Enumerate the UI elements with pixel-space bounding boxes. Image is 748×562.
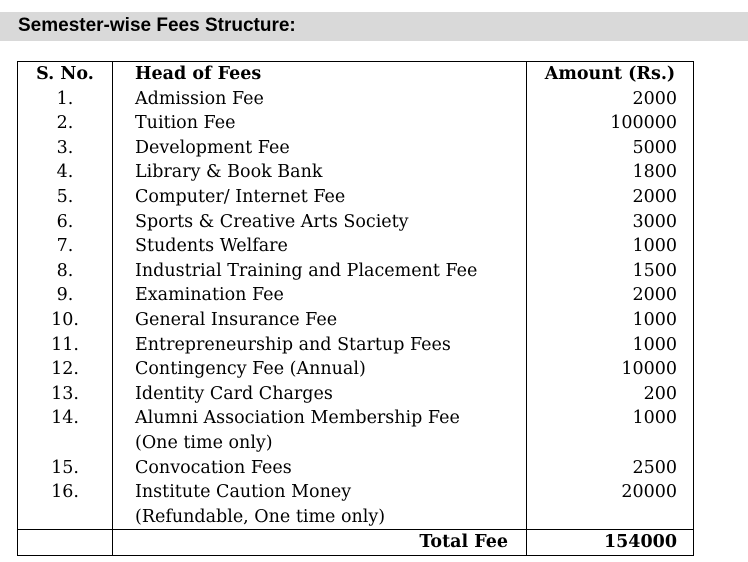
serial-number: 12.	[18, 357, 113, 382]
fee-amount: 1000	[527, 234, 694, 259]
table-row	[18, 111, 694, 136]
fee-head-line: Sports & Creative Arts Society	[135, 211, 409, 232]
serial-number: 7.	[18, 234, 113, 259]
column-header-head: Head of Fees	[113, 62, 527, 87]
fee-head-line: Library & Book Bank	[135, 162, 323, 183]
fee-head	[113, 283, 527, 308]
table-row	[18, 333, 694, 358]
total-value: 154000	[527, 530, 694, 556]
total-empty-cell	[18, 530, 113, 556]
fee-head-line: Industrial Training and Placement Fee	[135, 260, 478, 281]
fee-head	[113, 259, 527, 284]
fee-head-line: (Refundable, One time only)	[135, 506, 386, 527]
table-row	[18, 283, 694, 308]
section-heading: Semester-wise Fees Structure:	[18, 15, 296, 36]
fee-head	[113, 111, 527, 136]
fee-head	[113, 87, 527, 112]
serial-number: 2.	[18, 111, 113, 136]
fee-head	[113, 382, 527, 407]
fee-head	[113, 234, 527, 259]
fee-amount: 10000	[527, 357, 694, 382]
serial-number: 3.	[18, 136, 113, 161]
fee-amount: 1000	[527, 406, 694, 455]
fee-head-line: Institute Caution Money	[135, 482, 352, 503]
table-row	[18, 185, 694, 210]
fee-head	[113, 406, 527, 455]
fee-head-line: Tuition Fee	[135, 113, 236, 134]
serial-number: 14.	[18, 406, 113, 455]
table-row	[18, 382, 694, 407]
header-row	[18, 62, 694, 87]
fee-rows	[18, 87, 694, 530]
table-row	[18, 234, 694, 259]
fee-head	[113, 136, 527, 161]
fee-head-line: Convocation Fees	[135, 457, 292, 478]
serial-number: 4.	[18, 160, 113, 185]
total-label: Total Fee	[113, 530, 527, 556]
fee-amount: 200	[527, 382, 694, 407]
table-row	[18, 210, 694, 235]
column-header-amount: Amount (Rs.)	[527, 62, 694, 87]
fee-amount: 20000	[527, 480, 694, 530]
serial-number: 8.	[18, 259, 113, 284]
table-row	[18, 160, 694, 185]
fee-amount: 1000	[527, 333, 694, 358]
serial-number: 15.	[18, 456, 113, 481]
fee-amount: 100000	[527, 111, 694, 136]
table-row	[18, 136, 694, 161]
table-row	[18, 87, 694, 112]
fees-table	[17, 61, 694, 556]
fee-head-line: Development Fee	[135, 137, 290, 158]
fee-amount: 2500	[527, 456, 694, 481]
table-row	[18, 259, 694, 284]
fee-head-line: Alumni Association Membership Fee	[135, 408, 460, 429]
fee-head-line: General Insurance Fee	[135, 309, 338, 330]
table-row	[18, 480, 694, 530]
fee-amount: 2000	[527, 185, 694, 210]
fee-head-line: (One time only)	[135, 432, 273, 453]
fee-head	[113, 160, 527, 185]
table-row	[18, 357, 694, 382]
serial-number: 13.	[18, 382, 113, 407]
fee-head-line: Contingency Fee (Annual)	[135, 359, 366, 380]
fee-head	[113, 456, 527, 481]
fee-head-line: Students Welfare	[135, 236, 288, 257]
fee-amount: 1800	[527, 160, 694, 185]
fee-amount: 2000	[527, 283, 694, 308]
serial-number: 1.	[18, 87, 113, 112]
fee-head-line: Entrepreneurship and Startup Fees	[135, 334, 451, 355]
serial-number: 9.	[18, 283, 113, 308]
fee-amount: 1000	[527, 308, 694, 333]
serial-number: 11.	[18, 333, 113, 358]
column-header-sno: S. No.	[18, 62, 113, 87]
table-row	[18, 456, 694, 481]
fee-head	[113, 357, 527, 382]
total-row	[18, 530, 694, 556]
fee-head-line: Identity Card Charges	[135, 383, 333, 404]
fee-amount: 3000	[527, 210, 694, 235]
fee-head-line: Admission Fee	[135, 88, 264, 109]
fee-head	[113, 210, 527, 235]
fee-amount: 1500	[527, 259, 694, 284]
serial-number: 5.	[18, 185, 113, 210]
fee-head	[113, 308, 527, 333]
serial-number: 10.	[18, 308, 113, 333]
table-row	[18, 406, 694, 455]
fee-head-line: Examination Fee	[135, 285, 284, 306]
fee-amount: 5000	[527, 136, 694, 161]
fee-head	[113, 480, 527, 530]
fee-head	[113, 185, 527, 210]
table-row	[18, 308, 694, 333]
fee-amount: 2000	[527, 87, 694, 112]
fee-head	[113, 333, 527, 358]
fee-head-line: Computer/ Internet Fee	[135, 186, 346, 207]
serial-number: 16.	[18, 480, 113, 530]
serial-number: 6.	[18, 210, 113, 235]
